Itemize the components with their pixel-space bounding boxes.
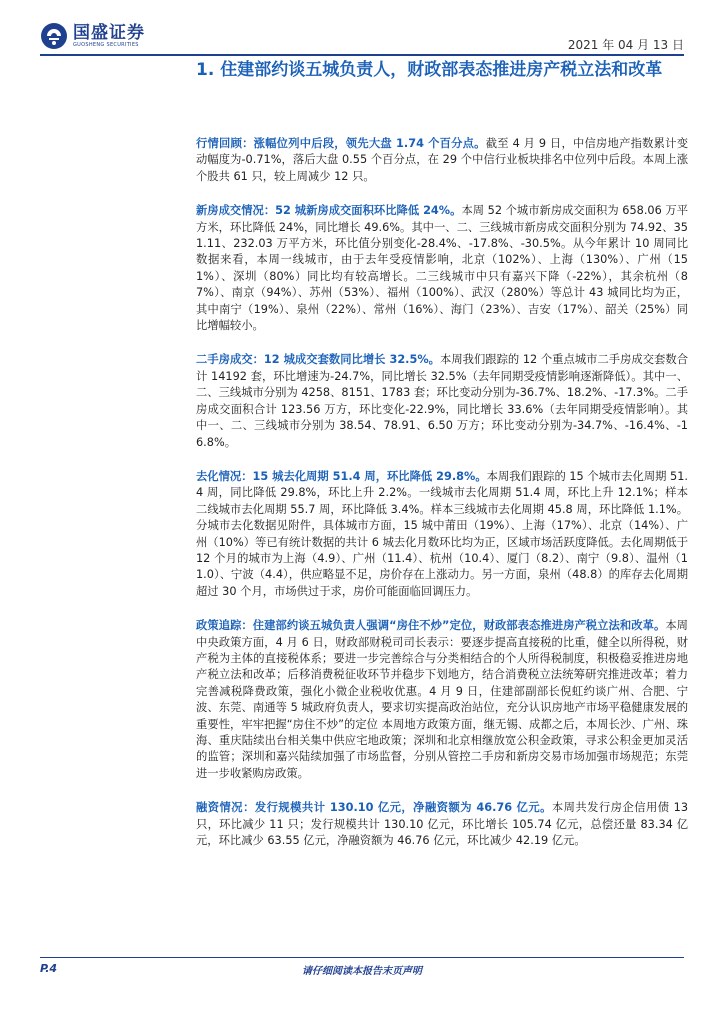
paragraph-lead: 去化情况：15 城去化周期 51.4 周，环比降低 29.8%。 [196, 469, 487, 483]
paragraph-lead: 政策追踪：住建部约谈五城负责人强调“房住不炒”定位，财政部表态推进房产税立法和改革。 [196, 619, 666, 633]
header-rule [40, 54, 684, 56]
page-header [0, 0, 724, 58]
second-hand-sales-paragraph [196, 352, 688, 450]
guosheng-logo-icon [40, 22, 68, 50]
logo-text: 国盛证券 [73, 23, 145, 43]
footer-rule [40, 957, 684, 958]
paragraph-lead: 二手房成交：12 城成交套数同比增长 32.5%。 [196, 353, 440, 367]
paragraph-body: 本周 52 个城市新房成交面积为 658.06 万平方米，环比降低 24%，同比增长 49.6%。其中一、二、三线城市新房成交面积分别为 74.92、351.11、232.03 万平方米，环比值分别变化-28.4%、-17.8%、-30.5%。从今年累计 10 周同比数据来看，本周一线城市，由于去年受疫情影响，北京（102%）、上海（130%）、广州（151%）、深圳（80%）同比均有较高增长。二三线城市中只有嘉兴下降（-22%），其余杭州（87%）、南京（94%）、苏州（53%）、福州（100%）、武汉（280%）等总计 43 城同比均为正，其中南宁（19%）、泉州（22%）、常州（16%）、海门（23%）、吉安（17%）、韶关（25%）同比增幅较小。 [196, 204, 688, 333]
report-date: 2021 年 04 月 13 日 [567, 38, 684, 52]
paragraph-body: 本周共发行房企信用债 13 只，环比减少 11 只；发行规模共计 130.10 亿元，环比增长 105.74 亿元，总偿还量 83.34 亿元，环比减少 63.55 亿元，净融资额为 46.76 亿元，环比减少 42.19 亿元。 [196, 801, 689, 848]
paragraph-body: 截至 4 月 9 日，中信房地产指数累计变动幅度为-0.71%，落后大盘 0.55 个百分点，在 29 个中信行业板块排名中位列中后段。本周上涨个股共 61 只，较上周减少 12 只。 [196, 137, 688, 183]
financing-paragraph [196, 800, 688, 849]
paragraph-lead: 融资情况：发行规模共计 130.10 亿元，净融资额为 46.76 亿元。 [196, 801, 552, 815]
paragraph-body: 本周中央政策方面，4 月 6 日，财政部财税司司长表示：要逐步提高直接税的比重，健全以所得税，财产税为主体的直接税体系；要进一步完善综合与分类相结合的个人所得税制度，积极稳妥推进房地产税立法和改革；后移消费税征收环节并稳步下划地方，结合消费税立法统筹研究推进改革；着力完善减税降费政策，强化小微企业税收优惠。4 月 9 日，住建部副部长倪虹约谈广州、合肥、宁波、东莞、南通等 5 城政府负责人，要求切实提高政治站位，充分认识房地产市场平稳健康发展的重要性，牢牢把握“房住不炒”的定位 本周地方政策方面，继无锡、成都之后，本周长沙、广州、珠海、重庆陆续出台相关集中供应宅地政策；深圳和北京相继放宽公积金政策，寻求公积金更加灵活的监管；深圳和嘉兴陆续加强了市场监督，分别从管控二手房和新房交易市场加强市场规范；东莞进一步收紧购房政策。 [196, 619, 688, 780]
paragraph-lead: 新房成交情况：52 城新房成交面积环比降低 24%。 [196, 204, 462, 218]
company-logo [40, 22, 145, 50]
new-home-sales-paragraph [196, 203, 688, 334]
inventory-cycle-paragraph [196, 469, 688, 600]
market-review-paragraph [196, 136, 688, 185]
logo-subtext: GUOSHENG SECURITIES [73, 42, 139, 48]
paragraph-lead: 行情回顾：涨幅位列中后段，领先大盘 1.74 个百分点。 [196, 137, 486, 150]
page-number: P.4 [40, 962, 58, 975]
paragraph-body: 本周我们跟踪的 15 个城市去化周期 51.4 周，同比降低 29.8%，环比上升 2.2%。一线城市去化周期 51.4 周，环比上升 12.1%；样本二线城市去化周期 55.7 周，环比降低 3.4%。样本三线城市去化周期 45.8 周，环比降低 1.1%。分城市去化数据见附件，具体城市方面，15 城中莆田（19%）、上海（17%）、北京（14%）、广州（10%）等已有统计数据的共计 6 城去化月数环比均为正，区域市场活跃度降低。去化周期低于 12 个月的城市为上海（4.9）、广州（11.4）、杭州（10.4）、厦门（8.2）、南宁（9.8）、温州（11.0）、宁波（4.4），供应略显不足，房价存在上涨动力。另一方面，泉州（48.8）的库存去化周期超过 30 个月，市场供过于求，房价可能面临回调压力。 [196, 469, 688, 598]
disclaimer-note: 请仔细阅读本报告末页声明 [302, 966, 422, 977]
paragraph-body: 本周我们跟踪的 12 个重点城市二手房成交套数合计 14192 套，环比增速为-24.7%，同比增长 32.5%（去年同期受疫情影响逐渐降低）。其中一、二、三线城市分别为 4258、8151、1783 套；环比变动分别为-36.7%、18.2%、-17.3%。二手房成交面积合计 123.56 万方，环比变化-22.9%，同比增长 33.6%（去年同期受疫情影响）。其中一、二、三线城市分别为 38.54、78.91、6.50 万方；环比变动分别为-34.7%、-16.4%、-16.8%。 [196, 353, 689, 449]
section-title: 1. 住建部约谈五城负责人，财政部表态推进房产税立法和改革 [196, 60, 663, 80]
policy-tracking-paragraph [196, 618, 688, 782]
report-body [196, 136, 688, 867]
